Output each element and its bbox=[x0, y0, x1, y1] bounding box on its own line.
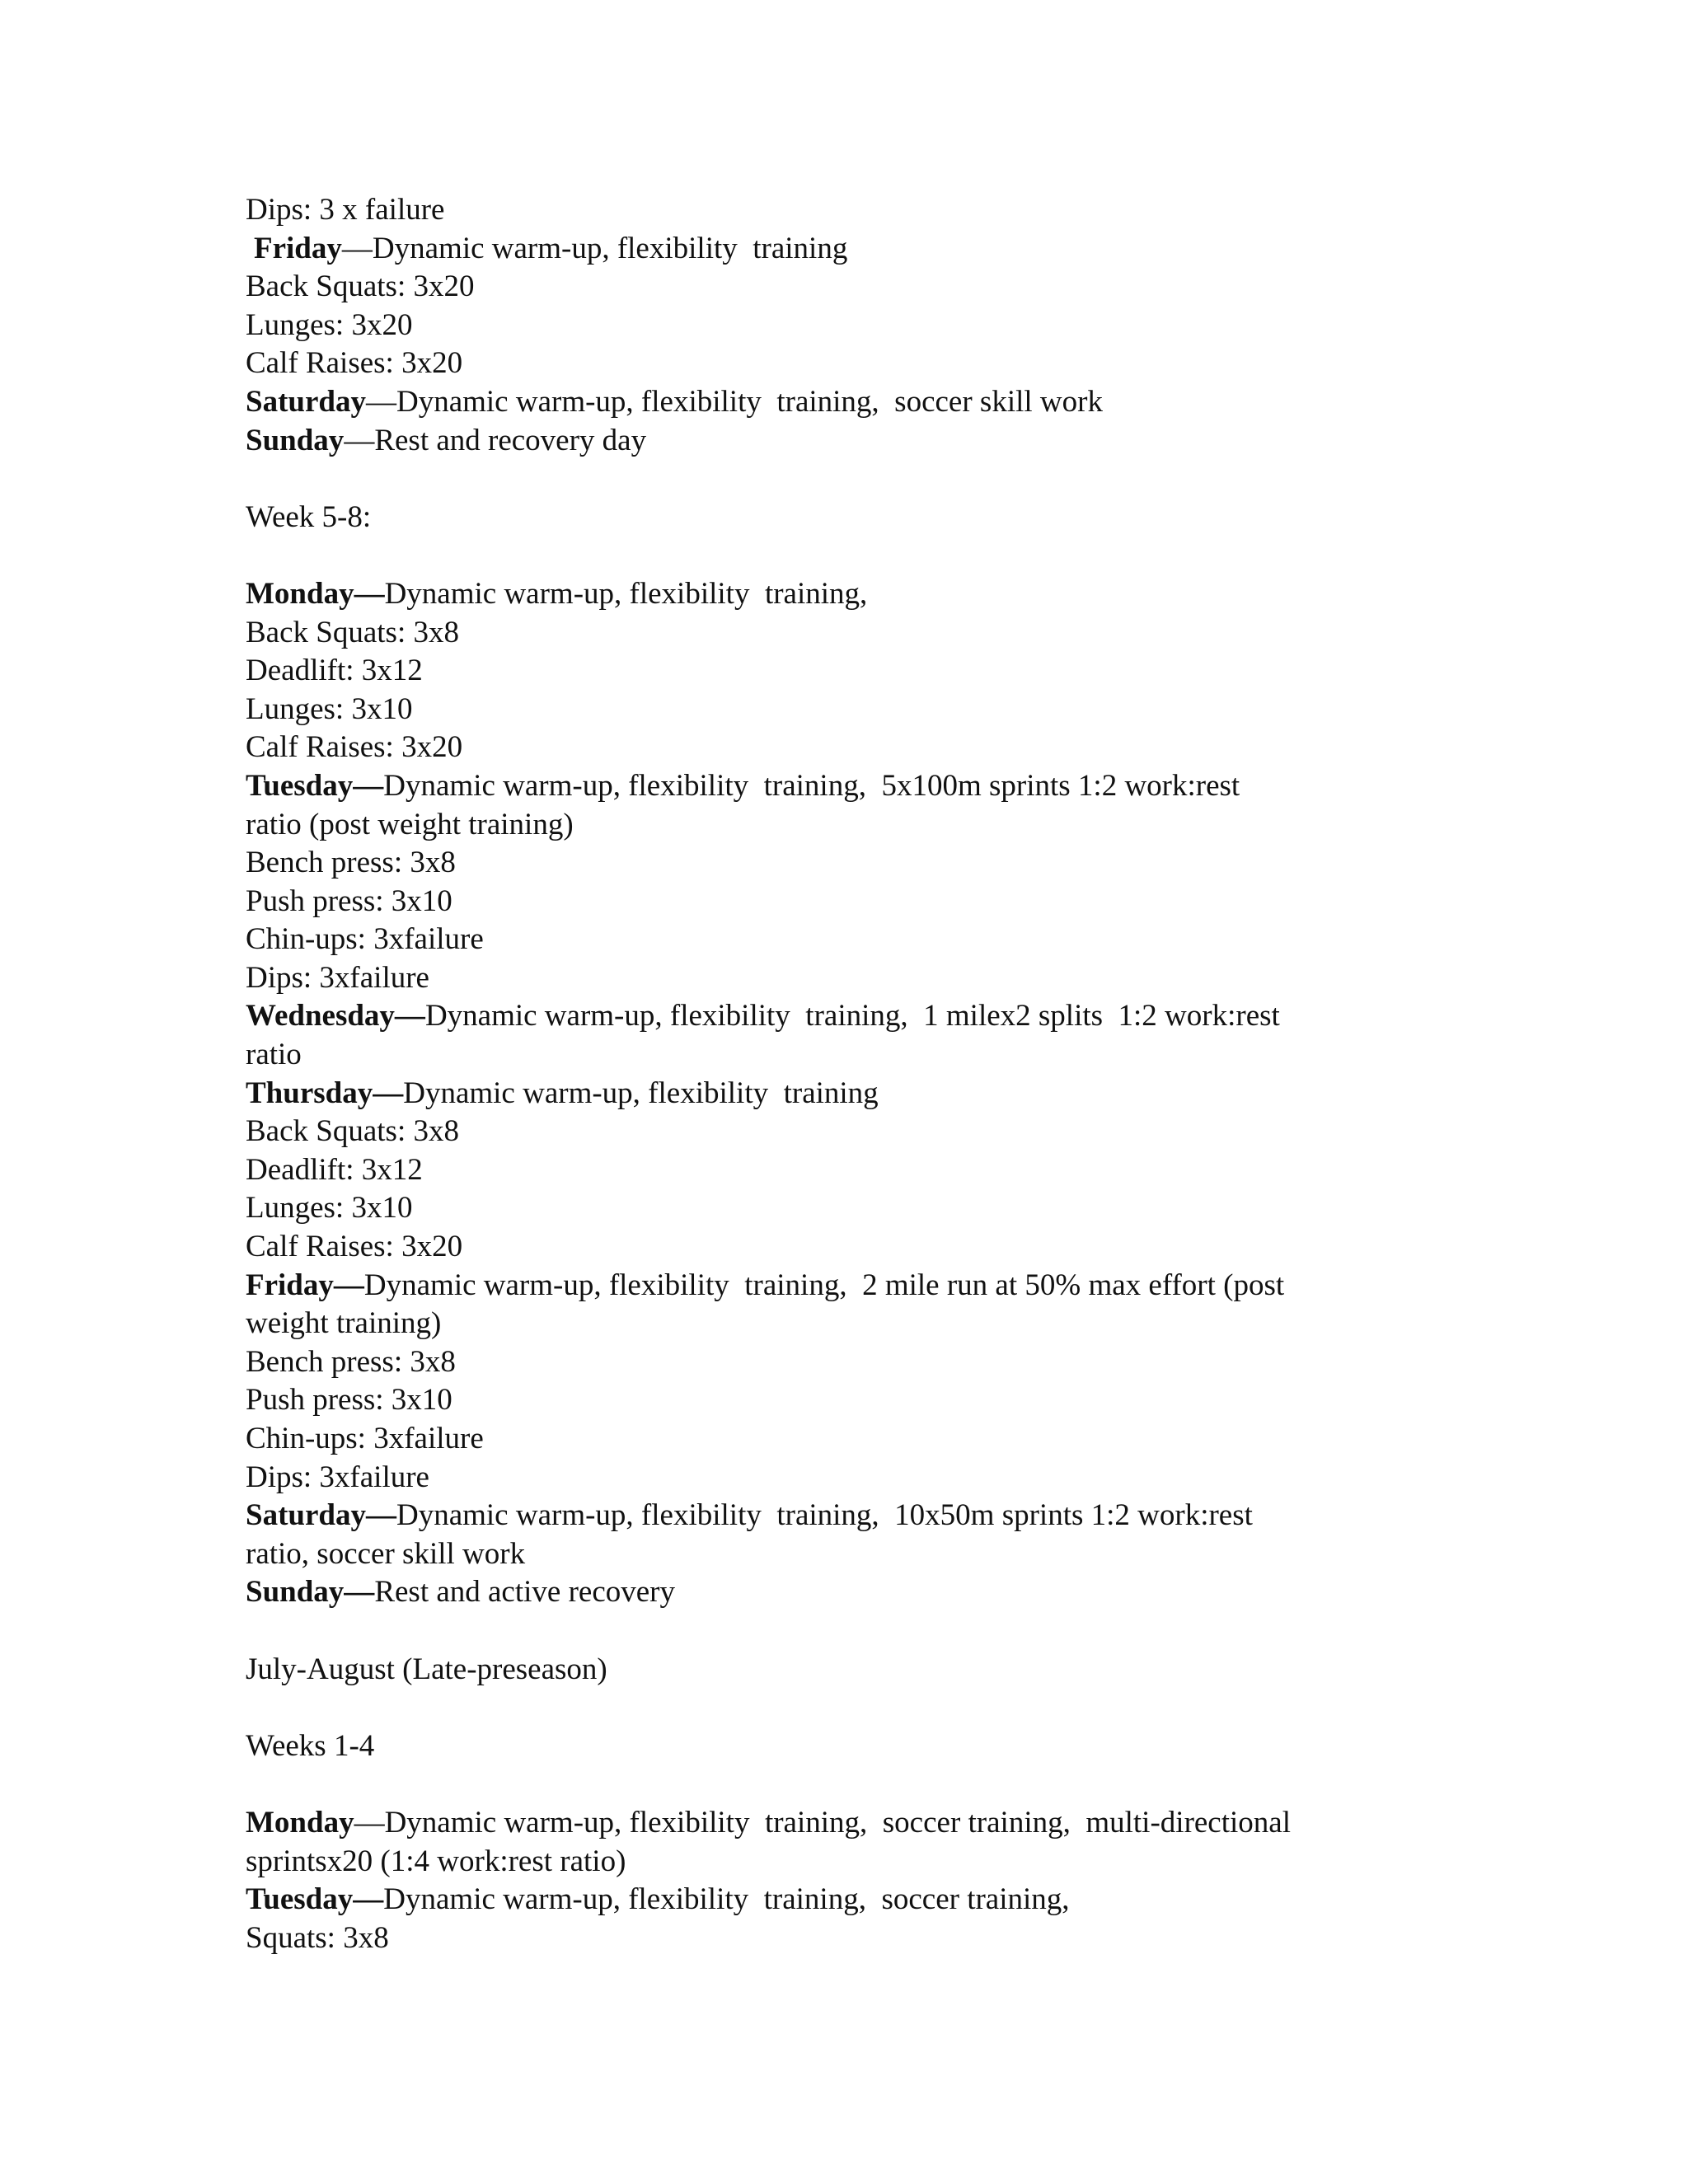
text-line bbox=[246, 191, 1449, 230]
line-text: July-August (Late-preseason) bbox=[246, 1652, 607, 1686]
line-text: Dynamic warm-up, flexibility training, soccer training, bbox=[383, 1882, 1070, 1917]
text-line bbox=[246, 806, 1449, 845]
line-text: Calf Raises: 3x20 bbox=[246, 730, 463, 765]
line-text: Deadlift: 3x12 bbox=[246, 1152, 423, 1187]
day-heading: Tuesday— bbox=[246, 768, 384, 803]
line-text: Bench press: 3x8 bbox=[246, 846, 456, 880]
line-text: —Dynamic warm-up, flexibility training, soccer skill work bbox=[365, 384, 1103, 419]
day-heading: Monday bbox=[246, 1805, 354, 1840]
day-line bbox=[246, 1267, 1449, 1305]
day-line bbox=[246, 1804, 1449, 1843]
day-line bbox=[246, 997, 1449, 1036]
line-text: Dynamic warm-up, flexibility training, bbox=[384, 576, 868, 611]
line-text: Weeks 1-4 bbox=[246, 1728, 375, 1763]
text-line bbox=[246, 268, 1449, 307]
text-line bbox=[246, 1420, 1449, 1459]
text-line bbox=[246, 1459, 1449, 1497]
line-text: Bench press: 3x8 bbox=[246, 1344, 456, 1379]
text-line bbox=[246, 729, 1449, 767]
line-text: Squats: 3x8 bbox=[246, 1920, 389, 1955]
text-line bbox=[246, 1305, 1449, 1343]
line-text: ratio (post weight training) bbox=[246, 807, 574, 841]
text-line bbox=[246, 1151, 1449, 1190]
day-line bbox=[246, 422, 1449, 461]
blank-line bbox=[246, 1765, 1449, 1804]
text-line bbox=[246, 844, 1449, 883]
line-text: ratio, soccer skill work bbox=[246, 1536, 526, 1571]
day-heading: Sunday— bbox=[246, 1575, 375, 1610]
blank-line bbox=[246, 460, 1449, 499]
document-body bbox=[246, 191, 1449, 1957]
text-line bbox=[246, 499, 1449, 537]
line-text: Dips: 3xfailure bbox=[246, 1460, 429, 1494]
text-line bbox=[246, 1727, 1449, 1766]
line-text: Lunges: 3x10 bbox=[246, 691, 413, 726]
blank-line bbox=[246, 1689, 1449, 1727]
line-text: ratio bbox=[246, 1038, 302, 1072]
line-text: —Rest and recovery day bbox=[344, 423, 647, 457]
line-text: Back Squats: 3x8 bbox=[246, 615, 459, 649]
text-line bbox=[246, 344, 1449, 383]
line-text: Chin-ups: 3xfailure bbox=[246, 1422, 484, 1455]
blank-line bbox=[246, 537, 1449, 575]
text-line bbox=[246, 883, 1449, 921]
text-line bbox=[246, 1843, 1449, 1882]
line-text: Lunges: 3x10 bbox=[246, 1191, 413, 1226]
day-heading: Friday— bbox=[246, 1268, 364, 1302]
text-line bbox=[246, 614, 1449, 653]
text-line bbox=[246, 959, 1449, 998]
text-line bbox=[246, 921, 1449, 959]
line-text: Dynamic warm-up, flexibility training, 5x100m sprints 1:2 work:rest bbox=[383, 768, 1240, 803]
day-heading: Wednesday— bbox=[246, 999, 425, 1033]
text-line bbox=[246, 1189, 1449, 1228]
day-heading: Friday bbox=[254, 231, 342, 265]
line-text: Push press: 3x10 bbox=[246, 1383, 452, 1418]
text-line bbox=[246, 652, 1449, 691]
line-text: Dynamic warm-up, flexibility training, 10x50m sprints 1:2 work:rest bbox=[396, 1498, 1253, 1533]
day-heading: Monday— bbox=[246, 576, 385, 611]
line-text: sprintsx20 (1:4 work:rest ratio) bbox=[246, 1844, 626, 1878]
blank-line bbox=[246, 1612, 1449, 1651]
text-line bbox=[246, 1343, 1449, 1382]
line-text: Rest and active recovery bbox=[374, 1575, 676, 1610]
line-text: Dips: 3xfailure bbox=[246, 960, 429, 995]
line-text: Dynamic warm-up, flexibility training bbox=[403, 1076, 879, 1110]
line-text: Week 5-8: bbox=[246, 499, 372, 534]
text-line bbox=[246, 1113, 1449, 1151]
line-text: —Dynamic warm-up, flexibility training, soccer training, multi-directional bbox=[354, 1805, 1291, 1840]
text-line bbox=[246, 1228, 1449, 1267]
line-text: weight training) bbox=[246, 1306, 442, 1341]
text-line bbox=[246, 1651, 1449, 1690]
day-heading: Saturday bbox=[246, 384, 366, 419]
line-text: Dynamic warm-up, flexibility training, 2 mile run at 50% max effort (post bbox=[363, 1268, 1285, 1302]
day-heading: Saturday— bbox=[246, 1498, 396, 1533]
line-text: Back Squats: 3x20 bbox=[246, 269, 475, 304]
line-text: —Dynamic warm-up, flexibility training bbox=[341, 231, 848, 265]
line-text: Deadlift: 3x12 bbox=[246, 654, 423, 688]
text-line bbox=[246, 307, 1449, 345]
line-text: Back Squats: 3x8 bbox=[246, 1114, 459, 1149]
line-text: Calf Raises: 3x20 bbox=[246, 346, 463, 381]
text-line bbox=[246, 1381, 1449, 1420]
day-heading: Sunday bbox=[246, 423, 345, 457]
line-text: Chin-ups: 3xfailure bbox=[246, 922, 484, 957]
text-line bbox=[246, 1919, 1449, 1958]
day-line bbox=[246, 230, 1449, 269]
line-text: Dips: 3 x failure bbox=[246, 193, 445, 227]
text-line bbox=[246, 1535, 1449, 1574]
line-text: Dynamic warm-up, flexibility training, 1 milex2 splits 1:2 work:rest bbox=[424, 999, 1280, 1033]
text-line bbox=[246, 1036, 1449, 1075]
day-heading: Tuesday— bbox=[246, 1882, 384, 1917]
day-heading: Thursday— bbox=[246, 1076, 404, 1110]
day-line bbox=[246, 575, 1449, 614]
line-text: Lunges: 3x20 bbox=[246, 307, 413, 342]
text-line bbox=[246, 691, 1449, 729]
line-text: Push press: 3x10 bbox=[246, 883, 452, 918]
day-line bbox=[246, 1881, 1449, 1919]
day-line bbox=[246, 767, 1449, 806]
day-line bbox=[246, 1573, 1449, 1612]
line-text: Calf Raises: 3x20 bbox=[246, 1230, 463, 1264]
day-line bbox=[246, 1075, 1449, 1113]
day-line bbox=[246, 1497, 1449, 1535]
day-line bbox=[246, 383, 1449, 422]
